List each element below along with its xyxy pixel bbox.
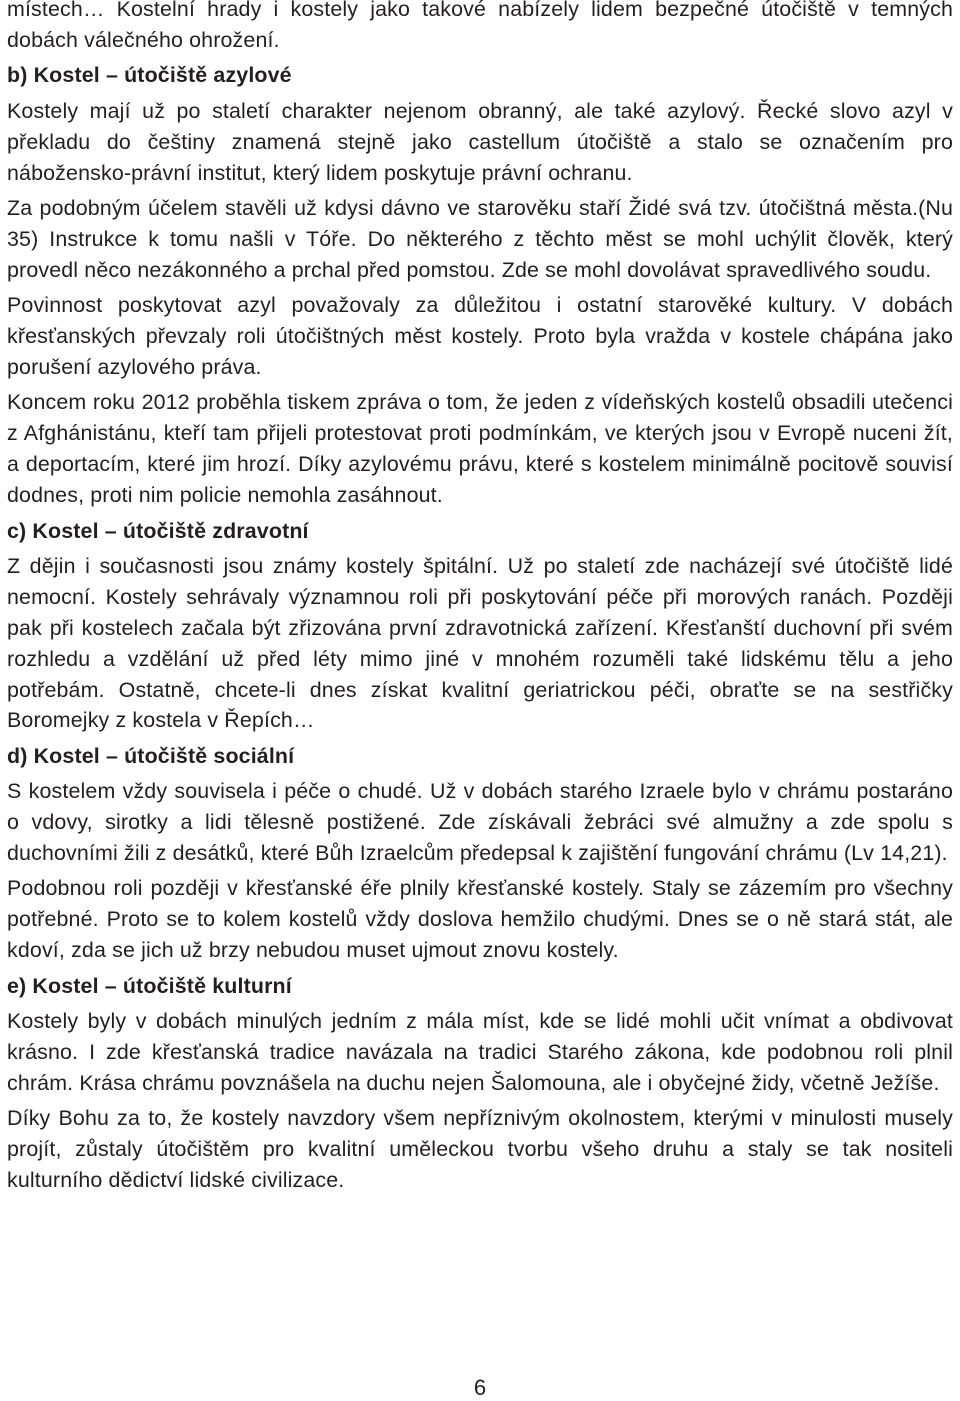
heading-section-e: e) Kostel – útočiště kulturní xyxy=(7,973,292,998)
paragraph-e1: Kostely byly v dobách minulých jedním z mála míst, kde se lidé mohli učit vnímat a obdivovat krásno. I zde křesťanská tradice navázala na tradici Starého zákona, kde podobnou roli plnil chrám. Krása chrámu povznášela na duchu nejen Šalomouna, ale i obyčejné židy, včetně Ježíše. xyxy=(7,1009,953,1095)
heading-section-d: d) Kostel – útočiště sociální xyxy=(7,743,295,768)
heading-section-c: c) Kostel – útočiště zdravotní xyxy=(7,518,309,543)
paragraph-d2: Podobnou roli později v křesťanské éře plnily křesťanské kostely. Staly se zázemím pro všechny potřebné. Proto se to kolem kostelů vždy doslova hemžilo chudými. Dnes se o ně stará stát, ale kdoví, zda se jich už brzy nebudou muset ujmout znovu kostely. xyxy=(7,876,953,963)
heading-section-b: b) Kostel – útočiště azylové xyxy=(7,63,292,88)
paragraph-intro: místech… Kostelní hrady i kostely jako takové nabízely lidem bezpečné útočiště v temných dobách válečného ohrožení. xyxy=(7,0,953,52)
paragraph-b3: Povinnost poskytovat azyl považovaly za důležitou i ostatní starověké kultury. V dobách křesťanských převzaly roli útočištných měst kostely. Proto byla vražda v kostele chápána jako porušení azylového práva. xyxy=(7,293,953,379)
paragraph-b1: Kostely mají už po staletí charakter nejenom obranný, ale také azylový. Řecké slovo azyl v překladu do češtiny znamená stejně jako castellum útočiště a stalo se označením pro nábožensko-právní institut, který lidem poskytuje právní ochranu. xyxy=(7,98,953,185)
document-page xyxy=(7,0,953,1201)
paragraph-c1: Z dějin i současnosti jsou známy kostely špitální. Už po staletí zde nacházejí své útočiště lidé nemocní. Kostely sehrávaly významnou roli při poskytování péče při morových ranách. Později pak při kostelech začala být zřizována první zdravotnická zařízení. Křesťanští duchovní při svém rozhledu a vzdělání už před léty mimo jiné v mnohém rozuměli také lidskému tělu a jeho potřebám. Ostatně, chcete-li dnes získat kvalitní geriatrickou péči, obraťte se na sestřičky Boromejky z kostela v Řepích… xyxy=(7,553,953,733)
page-number: 6 xyxy=(473,1375,487,1400)
paragraph-e2: Díky Bohu za to, že kostely navzdory všem nepříznivým okolnostem, kterými v minulosti musely projít, zůstaly útočištěm pro kvalitní uměleckou tvorbu všeho druhu a staly se tak nositeli kulturního dědictví lidské civilizace. xyxy=(7,1106,953,1193)
paragraph-b4: Koncem roku 2012 proběhla tiskem zpráva o tom, že jeden z vídeňských kostelů obsadili utečenci z Afghánistánu, kteří tam přijeli protestovat proti podmínkám, ve kterých jsou v Evropě nuceni žít, a deportacím, které jim hrozí. Díky azylovému právu, které s kostelem minimálně pocitově souvisí dodnes, proti nim policie nemohla zasáhnout. xyxy=(7,390,953,508)
paragraph-d1: S kostelem vždy souvisela i péče o chudé. Už v dobách starého Izraele bylo v chrámu postaráno o vdovy, sirotky a lidi tělesně postižené. Zde získávali žebráci své almužny a zde spolu s duchovními žili z desátků, které Bůh Izraelcům předepsal k zajištění fungování chrámu (Lv 14,21). xyxy=(7,779,953,866)
paragraph-b2: Za podobným účelem stavěli už kdysi dávno ve starověku staří Židé svá tzv. útočištná města.(Nu 35) Instrukce k tomu našli v Tóře. Do některého z těchto měst se mohl uchýlit člověk, který provedl něco nezákonného a prchal před pomstou. Zde se mohl dovolávat spravedlivého soudu. xyxy=(7,195,953,282)
